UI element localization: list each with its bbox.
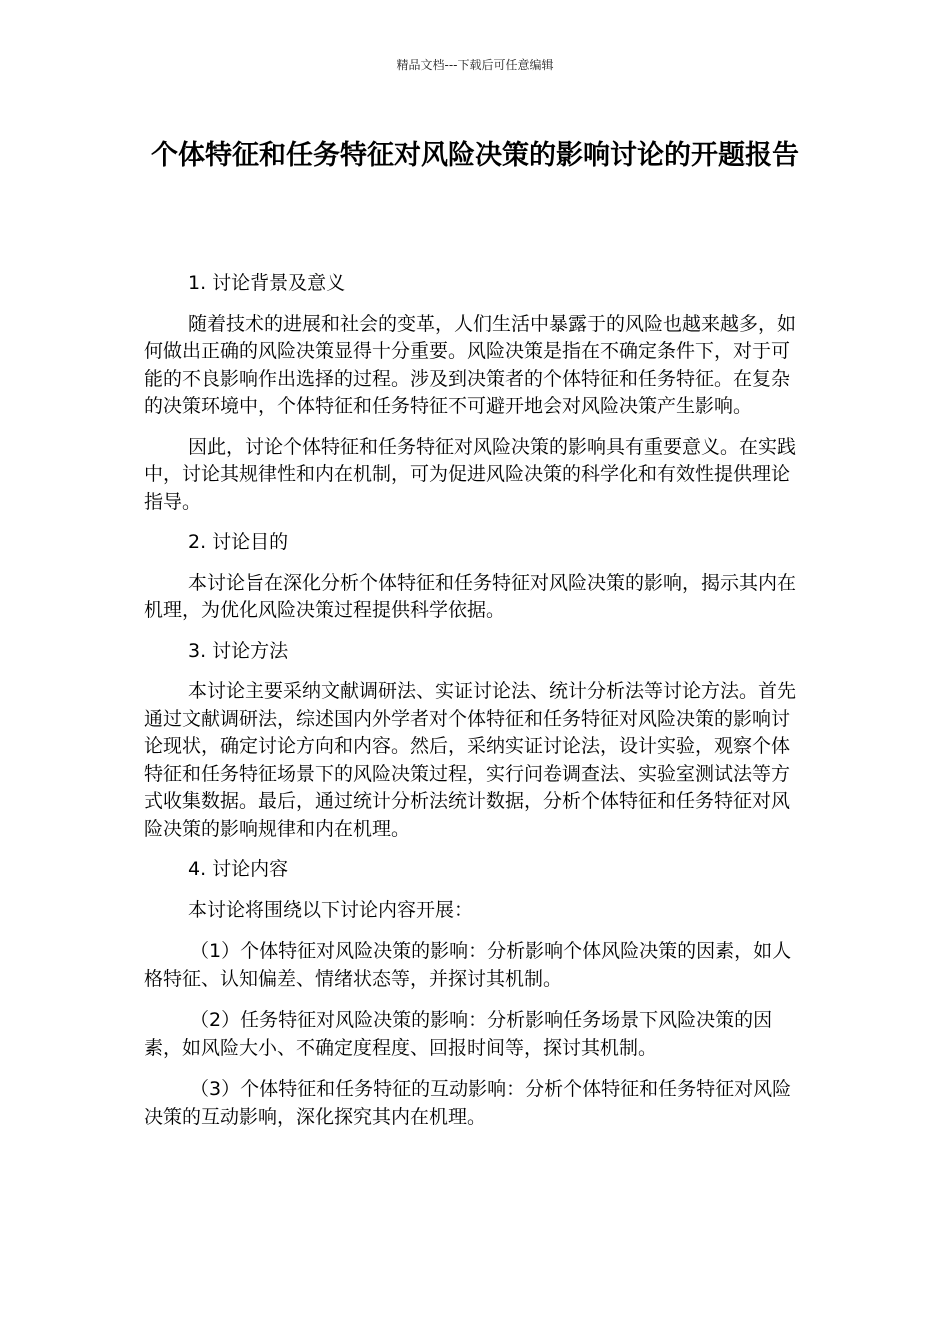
document-title: 个体特征和任务特征对风险决策的影响讨论的开题报告 [151, 140, 799, 171]
paragraph: 随着技术的进展和社会的变革，人们生活中暴露于的风险也越来越多，如何做出正确的风险决策显得十分重要。风险决策是指在不确定条件下，对于可能的不良影响作出选择的过程。涉及到决策者的个体特征和任务特征。在复杂的决策环境中，个体特征和任务特征不可避开地会对风险决策产生影响。 [144, 312, 797, 417]
paragraph: 本讨论将围绕以下讨论内容开展： [188, 898, 474, 921]
paragraph: 本讨论旨在深化分析个体特征和任务特征对风险决策的影响，揭示其内在机理，为优化风险决策过程提供科学依据。 [144, 571, 797, 621]
document-body [144, 270, 808, 1131]
list-item: （3）个体特征和任务特征的互动影响：分析个体特征和任务特征对风险决策的互动影响，深化探究其内在机理。 [144, 1078, 792, 1128]
list-item: （2）任务特征对风险决策的影响：分析影响任务场景下风险决策的因素，如风险大小、不确定度程度、回报时间等，探讨其机制。 [144, 1009, 773, 1059]
paragraph: 本讨论主要采纳文献调研法、实证讨论法、统计分析法等讨论方法。首先通过文献调研法，综述国内外学者对个体特征和任务特征对风险决策的影响讨论现状，确定讨论方向和内容。然后，采纳实证讨论法，设计实验，观察个体特征和任务特征场景下的风险决策过程，实行问卷调查法、实验室测试法等方式收集数据。最后，通过统计分析法统计数据，分析个体特征和任务特征对风险决策的影响规律和内在机理。 [144, 680, 797, 840]
section-heading-background: 1. 讨论背景及意义 [188, 272, 346, 294]
list-item: （1）个体特征对风险决策的影响：分析影响个体风险决策的因素，如人格特征、认知偏差、情绪状态等，并探讨其机制。 [144, 940, 792, 990]
paragraph: 因此，讨论个体特征和任务特征对风险决策的影响具有重要意义。在实践中，讨论其规律性和内在机制，可为促进风险决策的科学化和有效性提供理论指导。 [144, 435, 797, 513]
section-heading-content: 4. 讨论内容 [188, 858, 289, 880]
section-heading-method: 3. 讨论方法 [188, 639, 289, 662]
header-note: 精品文档---下载后可任意编辑 [396, 58, 554, 72]
section-heading-purpose: 2. 讨论目的 [188, 531, 289, 553]
